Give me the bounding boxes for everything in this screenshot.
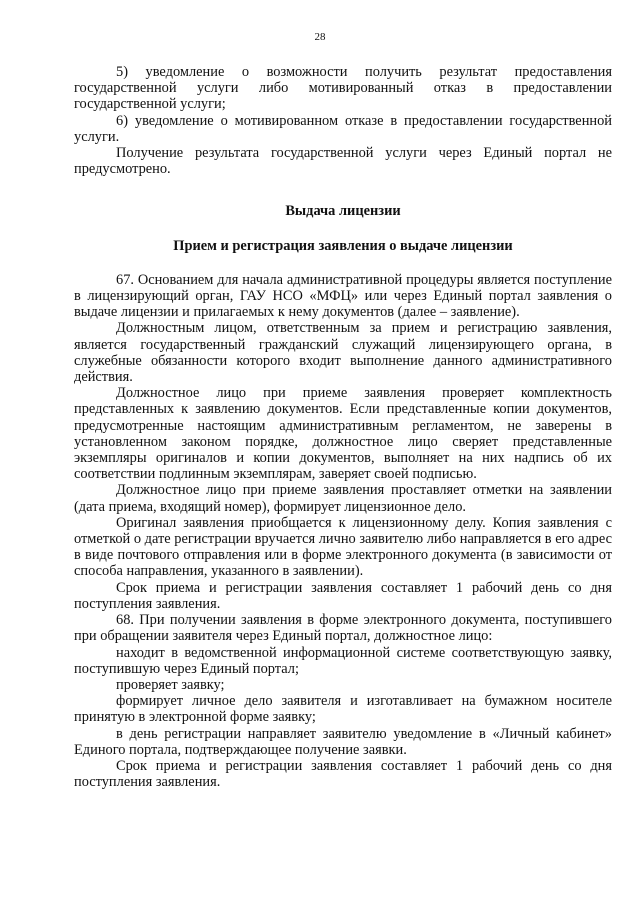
paragraph-portal-result: Получение результата государственной услуги через Единый портал не предусмотрено. [74,145,612,178]
paragraph-67: 67. Основанием для начала административной процедуры является поступление в лицензирующий орган, ГАУ НСО «МФЦ» или через Единый портал заявления о выдаче лицензии и прилагаемых к нему документов (далее – заявление). [74,271,612,321]
paragraph-find-request: находит в ведомственной информационной системе соответствующую заявку, поступившую через Единый портал; [74,644,612,677]
paragraph-form-file: формирует личное дело заявителя и изготавливает на бумажном носителе принятую в электронной форме заявку; [74,693,612,726]
paragraph-68: 68. При получении заявления в форме электронного документа, поступившего при обращении заявителя через Единый портал, должностное лицо: [74,612,612,645]
paragraph-original-copy: Оригинал заявления приобщается к лицензионному делу. Копия заявления с отметкой о дате регистрации вручается лично заявителю либо направляется в его адрес в виде почтового отправления или в форме электронного документа (в зависимости от способа направления, указанного в заявлении). [74,514,612,580]
page-number: 28 [314,31,326,43]
section-heading: Выдача лицензии [285,203,401,220]
document-body [74,64,612,790]
paragraph-registration-marks: Должностное лицо при приеме заявления проставляет отметки на заявлении (дата приема, входящий номер), формирует лицензионное дело. [74,482,612,515]
sub-heading: Прием и регистрация заявления о выдаче лицензии [173,237,513,254]
paragraph-check-request: проверяет заявку; [116,676,225,693]
paragraph-notification-refusal: 6) уведомление о мотивированном отказе в предоставлении государственной услуги. [74,112,612,145]
paragraph-registration-term: Срок приема и регистрации заявления составляет 1 рабочий день со дня поступления заявления. [74,579,612,612]
paragraph-notification-result: 5) уведомление о возможности получить результат предоставления государственной услуги либо мотивированный отказ в предоставлении государственной услуги; [74,64,612,113]
paragraph-responsible-official: Должностным лицом, ответственным за прием и регистрацию заявления, является государственный гражданский служащий лицензирующего органа, в служебные обязанности которого входит выполнение данного административного действия. [74,320,612,386]
paragraph-document-check: Должностное лицо при приеме заявления проверяет комплектность представленных к заявлению документов. Если представленные копии документов, предусмотренные настоящим административным регламентом, не заверены в установленном законом порядке, должностное лицо сверяет представленные экземпляры оригиналов и копии документов, выполняет на них надпись об их соответствии подлинным экземплярам, заверяет своей подписью. [74,385,612,483]
paragraph-send-notification: в день регистрации направляет заявителю уведомление в «Личный кабинет» Единого портала, подтверждающее получение заявки. [74,725,612,758]
paragraph-registration-term-2: Срок приема и регистрации заявления составляет 1 рабочий день со дня поступления заявления. [74,757,612,791]
